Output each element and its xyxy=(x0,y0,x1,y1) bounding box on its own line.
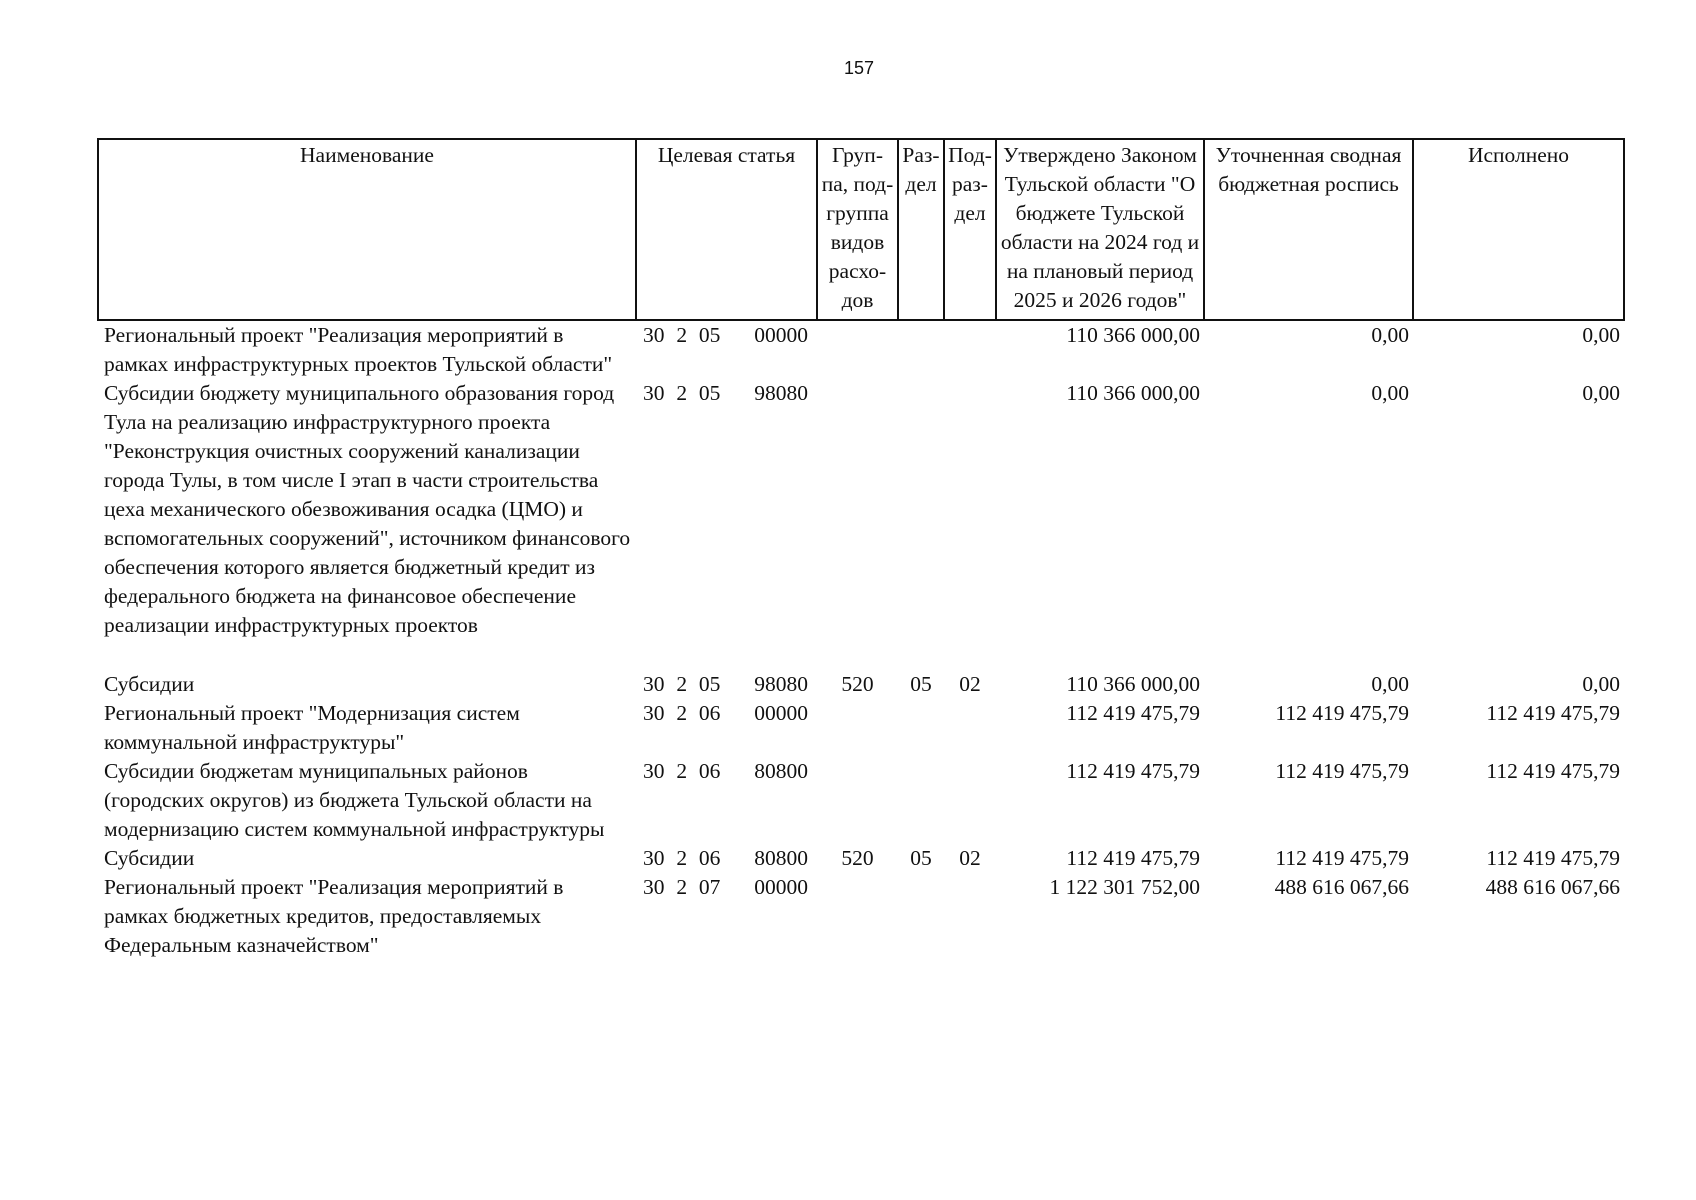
row-name: Субсидии xyxy=(104,672,195,696)
row-group xyxy=(817,320,898,379)
row-name: Субсидии xyxy=(104,846,195,870)
row-section xyxy=(898,757,944,844)
row-revised: 0,00 xyxy=(1371,672,1409,696)
table-row xyxy=(98,699,1624,757)
code-event: 06 xyxy=(698,759,721,783)
table-row xyxy=(98,844,1624,873)
row-approved: 110 366 000,00 xyxy=(1066,323,1200,347)
header-approved: Утверждено Законом Тульской области "О бюджете Тульской области на 2024 год и на плановый период 2025 и 2026 годов" xyxy=(996,139,1204,320)
code-program: 30 xyxy=(643,381,665,405)
row-target-code xyxy=(636,873,817,960)
code-direction: 80800 xyxy=(754,759,808,783)
row-target-code xyxy=(636,640,817,699)
table-row xyxy=(98,640,1624,699)
code-event: 07 xyxy=(698,875,721,899)
row-section: 05 xyxy=(910,672,932,696)
code-subprogram: 2 xyxy=(676,381,688,405)
row-approved: 112 419 475,79 xyxy=(1066,846,1200,870)
row-subsection: 02 xyxy=(959,846,981,870)
row-target-code xyxy=(636,844,817,873)
row-revised: 112 419 475,79 xyxy=(1275,846,1409,870)
code-direction: 98080 xyxy=(754,381,808,405)
row-subsection xyxy=(944,379,996,640)
row-approved: 112 419 475,79 xyxy=(1066,701,1200,725)
code-program: 30 xyxy=(643,323,665,347)
row-approved: 110 366 000,00 xyxy=(1066,672,1200,696)
row-revised: 488 616 067,66 xyxy=(1274,875,1409,899)
code-subprogram: 2 xyxy=(676,846,688,870)
budget-table xyxy=(97,138,1625,960)
row-executed: 0,00 xyxy=(1582,672,1620,696)
row-subsection xyxy=(944,757,996,844)
row-executed: 112 419 475,79 xyxy=(1486,701,1620,725)
header-revised: Уточненная сводная бюджетная роспись xyxy=(1204,139,1413,320)
row-section xyxy=(898,379,944,640)
row-executed: 0,00 xyxy=(1582,381,1620,405)
code-subprogram: 2 xyxy=(676,759,688,783)
row-group: 520 xyxy=(841,846,874,870)
row-target-code xyxy=(636,699,817,757)
row-subsection xyxy=(944,699,996,757)
row-target-code xyxy=(636,379,817,640)
code-direction: 00000 xyxy=(754,701,808,725)
code-direction: 98080 xyxy=(754,672,808,696)
row-subsection xyxy=(944,873,996,960)
row-group: 520 xyxy=(841,672,874,696)
code-program: 30 xyxy=(643,846,665,870)
row-subsection xyxy=(944,320,996,379)
row-approved: 110 366 000,00 xyxy=(1066,381,1200,405)
code-direction: 00000 xyxy=(754,875,808,899)
row-approved: 112 419 475,79 xyxy=(1066,759,1200,783)
row-revised: 0,00 xyxy=(1371,381,1409,405)
header-name: Наименование xyxy=(98,139,636,320)
code-subprogram: 2 xyxy=(676,323,688,347)
row-name: Субсидии бюджетам муниципальных районов (городских округов) из бюджета Тульской области на модернизацию систем коммунальной инфраструктуры xyxy=(104,759,605,841)
code-event: 05 xyxy=(698,381,721,405)
row-target-code xyxy=(636,757,817,844)
header-expense-group: Груп-па, под-группа видов расхо-дов xyxy=(817,139,898,320)
table-row xyxy=(98,379,1624,640)
code-direction: 80800 xyxy=(754,846,808,870)
code-subprogram: 2 xyxy=(676,875,688,899)
row-section xyxy=(898,320,944,379)
row-name: Региональный проект "Реализация мероприятий в рамках инфраструктурных проектов Тульской области" xyxy=(104,323,613,376)
row-name: Региональный проект "Модернизация систем коммунальной инфраструктуры" xyxy=(104,701,520,754)
header-subsection: Под-раз-дел xyxy=(944,139,996,320)
code-event: 05 xyxy=(698,323,721,347)
code-program: 30 xyxy=(643,875,665,899)
row-section xyxy=(898,873,944,960)
header-executed: Исполнено xyxy=(1413,139,1624,320)
code-program: 30 xyxy=(643,672,665,696)
header-section: Раз-дел xyxy=(898,139,944,320)
code-event: 06 xyxy=(698,701,721,725)
table-row xyxy=(98,873,1624,960)
table-row xyxy=(98,320,1624,379)
header-target-article: Целевая статья xyxy=(636,139,817,320)
row-target-code xyxy=(636,320,817,379)
row-section xyxy=(898,699,944,757)
row-revised: 0,00 xyxy=(1371,323,1409,347)
page-number: 157 xyxy=(843,58,875,78)
code-program: 30 xyxy=(643,701,665,725)
row-subsection: 02 xyxy=(959,672,981,696)
code-subprogram: 2 xyxy=(676,701,688,725)
row-group xyxy=(817,699,898,757)
row-executed: 112 419 475,79 xyxy=(1486,759,1620,783)
row-group xyxy=(817,873,898,960)
code-event: 06 xyxy=(698,846,721,870)
row-group xyxy=(817,379,898,640)
row-revised: 112 419 475,79 xyxy=(1275,759,1409,783)
row-executed: 112 419 475,79 xyxy=(1486,846,1620,870)
row-approved: 1 122 301 752,00 xyxy=(1049,875,1200,899)
row-name: Субсидии бюджету муниципального образования город Тула на реализацию инфраструктурного проекта "Реконструкция очистных сооружений канализации города Тулы, в том числе I этап в части строительства цеха механического обезвоживания осадка (ЦМО) и вспомогательных сооружений", источником финансового обеспечения которого является бюджетный кредит из федерального бюджета на финансовое обеспечение реализации инфраструктурных проектов xyxy=(104,381,631,637)
table-row xyxy=(98,757,1624,844)
row-section: 05 xyxy=(910,846,932,870)
row-executed: 488 616 067,66 xyxy=(1485,875,1620,899)
code-event: 05 xyxy=(698,672,721,696)
row-executed: 0,00 xyxy=(1582,323,1620,347)
code-subprogram: 2 xyxy=(676,672,688,696)
row-revised: 112 419 475,79 xyxy=(1275,701,1409,725)
table-header-row xyxy=(98,139,1624,320)
code-direction: 00000 xyxy=(754,323,808,347)
row-name: Региональный проект "Реализация мероприятий в рамках бюджетных кредитов, предоставляемых Федеральным казначейством" xyxy=(104,875,564,957)
code-program: 30 xyxy=(643,759,665,783)
row-group xyxy=(817,757,898,844)
